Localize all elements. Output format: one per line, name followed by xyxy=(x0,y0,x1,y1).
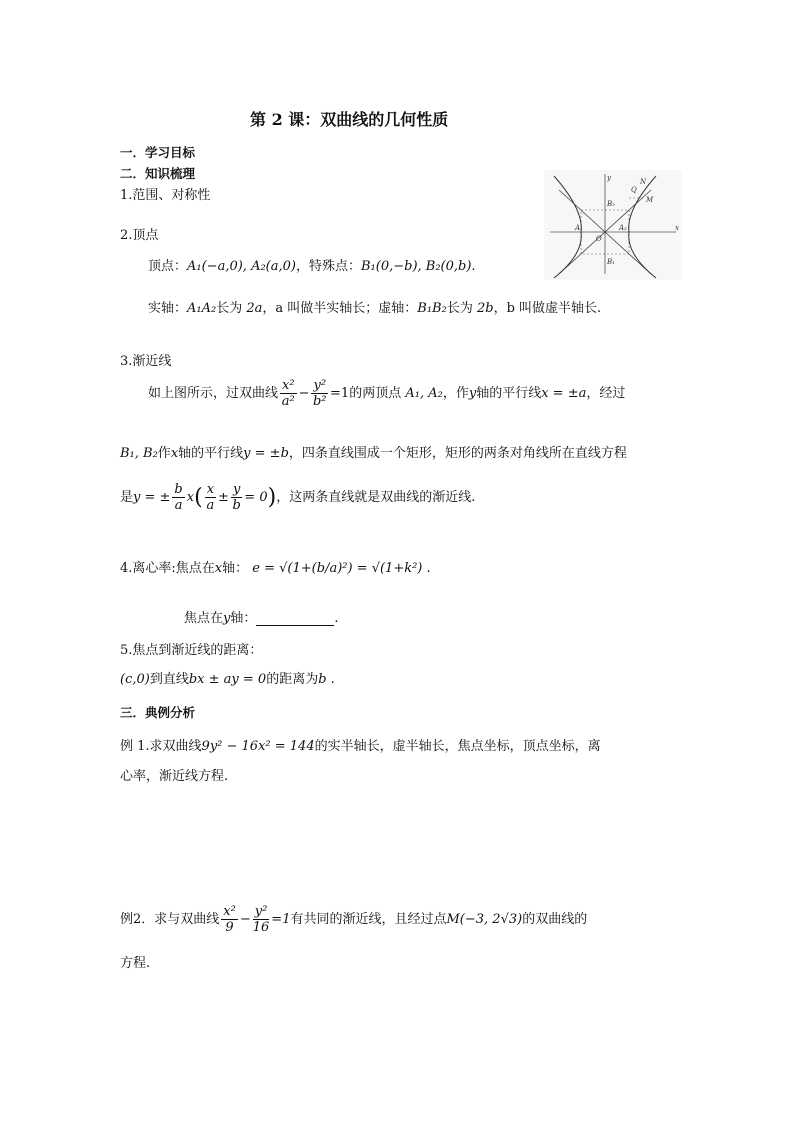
ex1-text: 的实半轴长，虚半轴长，焦点坐标，顶点坐标，离 xyxy=(314,739,601,754)
ecc-y-period: . xyxy=(334,611,339,626)
item-eccentricity xyxy=(120,557,431,576)
asym-text-4: 轴的平行线 xyxy=(476,386,542,401)
vertex-period: . xyxy=(471,259,476,274)
asymptote-para-line2 xyxy=(120,442,627,461)
fig-label-x: x xyxy=(675,224,679,232)
asym-x-factor: x xyxy=(186,490,195,505)
focus-point: (c,0) xyxy=(120,672,150,687)
asym-b-points: B₁, B₂ xyxy=(120,446,158,461)
ex1-label: 例 1.求双曲线 xyxy=(120,739,202,754)
hyperbola-figure xyxy=(544,170,682,280)
ecc-y-axis: y xyxy=(223,611,231,626)
vertex-line xyxy=(148,255,476,274)
asym-vertices: A₁, A₂ xyxy=(405,386,443,401)
vertex-formula: A₁(−a,0), A₂(a,0) xyxy=(187,259,296,274)
frac-num-x2: x² xyxy=(282,378,295,393)
focus-period: . xyxy=(330,672,335,687)
ecc-label: 4.离心率:焦点在 xyxy=(120,561,215,576)
real-axis-text: 长为 xyxy=(216,301,243,316)
ex2-den-9: 9 xyxy=(225,920,234,935)
asym-text-2: =1的两顶点 xyxy=(330,386,402,401)
example2-line2: 方程. xyxy=(120,956,151,971)
ecc-y-label: 焦点在 xyxy=(184,611,224,626)
asym-text-9: 是 xyxy=(120,490,134,505)
fraction-y2-16 xyxy=(253,904,270,935)
ex1-equation: 9y² − 16x² = 144 xyxy=(201,739,315,754)
fig-label-Q: Q xyxy=(631,186,637,194)
vertex-label: 顶点： xyxy=(148,259,188,274)
asym-text-7: 轴的平行线 xyxy=(178,446,244,461)
asym-x-eq: x = ±a xyxy=(541,386,587,401)
frac-num-y: y xyxy=(232,482,241,497)
fig-label-A2: A₂ xyxy=(619,224,627,232)
real-axis-length: 2a xyxy=(246,301,263,316)
ecc-axis-x: x xyxy=(214,561,223,576)
fraction-y-b xyxy=(231,482,242,513)
focus-to: 到直线 xyxy=(149,672,189,687)
fraction-x2-9 xyxy=(221,904,238,935)
focus-line-eq: bx ± ay = 0 xyxy=(188,672,267,687)
asym-x: x xyxy=(170,446,179,461)
frac-num-b: b xyxy=(174,482,183,497)
asym-text-6: 作 xyxy=(157,446,171,461)
real-axis-label: 实轴： xyxy=(148,301,188,316)
frac-num-x: x xyxy=(206,482,215,497)
ex2-den-16: 16 xyxy=(252,920,270,935)
frac-den-b: b xyxy=(232,498,241,513)
real-axis-segment: A₁A₂ xyxy=(187,301,217,316)
focus-rest: 的距离为 xyxy=(266,672,319,687)
ecc-formula: e = √(1+(b/a)²) = √(1+k²) xyxy=(252,561,423,576)
asymptote-para-line3: 是y = ± $\frac{b}{a}$ x( $\frac{x}{a}$ ± $\frac{y}{b}$ = 0)，这两条直线就是双曲线的渐近线. xyxy=(120,482,476,513)
fig-label-M: M xyxy=(646,196,654,204)
asym-text-8: ，四条直线围成一个矩形，矩形的两条对角线所在直线方程 xyxy=(288,446,627,461)
ex2-num-x2: x² xyxy=(223,904,236,919)
imag-semi-text: ，b 叫做虚半轴长. xyxy=(493,301,602,316)
fraction-x-a xyxy=(205,482,216,513)
item-vertex: 2.顶点 xyxy=(120,228,159,243)
fig-label-N: N xyxy=(640,178,647,186)
ex2-text-2: 的双曲线的 xyxy=(522,912,588,927)
section-knowledge: 二．知识梳理 xyxy=(120,166,196,181)
frac-den-a2: a² xyxy=(281,394,295,409)
asym-text-1: 如上图所示，过双曲线 xyxy=(148,386,279,401)
imag-axis-text: 长为 xyxy=(446,301,473,316)
ecc-period: . xyxy=(426,561,431,576)
open-paren: ( xyxy=(194,485,203,510)
example1-line2: 心率，渐近线方程. xyxy=(120,769,229,784)
section-learning-goals: 一．学习目标 xyxy=(120,145,196,160)
item-range-symmetry: 1.范围、对称性 xyxy=(120,188,211,203)
example1-line1 xyxy=(120,735,601,754)
imag-axis-segment: B₁B₂ xyxy=(417,301,447,316)
ex2-text: 有共同的渐近线，且经过点 xyxy=(290,912,447,927)
axes-line xyxy=(148,297,601,316)
fraction-x2-a2 xyxy=(280,378,297,409)
asym-y-pm: y = ± xyxy=(133,490,171,505)
real-semi-text: ，a 叫做半实轴长；虚轴： xyxy=(262,301,418,316)
frac-num-y2: y² xyxy=(313,378,327,393)
special-point-label: ，特殊点： xyxy=(295,259,361,274)
asym-text-10: ，这两条直线就是双曲线的渐近线. xyxy=(276,490,476,505)
section-examples: 三．典例分析 xyxy=(120,705,196,720)
ex2-num-y2: y² xyxy=(254,904,268,919)
ecc-y-end: 轴： xyxy=(230,611,257,626)
asym-eq-zero: = 0 xyxy=(244,490,268,505)
imag-axis-length: 2b xyxy=(476,301,494,316)
fig-label-B2: B₂ xyxy=(607,200,615,208)
frac-den-b2: b² xyxy=(312,394,327,409)
fig-label-O: O xyxy=(596,235,602,243)
focus-b: b xyxy=(318,672,327,687)
fraction-b-a xyxy=(172,482,184,513)
ecc-axis-end: 轴： xyxy=(222,561,249,576)
eccentricity-y-line xyxy=(184,607,339,626)
close-paren: ) xyxy=(267,485,277,510)
asym-y-eq: y = ±b xyxy=(243,446,289,461)
frac-den-a2: a xyxy=(206,498,215,513)
fig-label-B1: B₁ xyxy=(607,258,615,266)
fig-label-A1: A₁ xyxy=(575,224,583,232)
asym-y: y xyxy=(468,386,477,401)
asym-text-3: ，作 xyxy=(442,386,469,401)
page-title: 第 2 课：双曲线的几何性质 xyxy=(250,110,449,129)
item-asymptote: 3.渐近线 xyxy=(120,354,172,369)
frac-den-a: a xyxy=(174,498,183,513)
asym-text-5: ，经过 xyxy=(586,386,626,401)
special-point-formula: B₁(0,−b), B₂(0,b) xyxy=(360,259,472,274)
asymptote-para-line1: 如上图所示，过双曲线 $\frac{\text{x²}}{\text{a²}}$ − $\frac{\text{y²}}{\text{b²}}$ =1的两顶点 A₁, A₂，作y轴的平行线x = ±a，经过 xyxy=(148,378,626,409)
fill-in-blank[interactable] xyxy=(256,613,334,626)
example2-line1: 例2．求与双曲线 $\frac{\text{x²}}{9}$ − $\frac{\text{y²}}{16}$ =1有共同的渐近线，且经过点M(−3, 2√3)的双曲线的 xyxy=(120,904,588,935)
fraction-y2-b2 xyxy=(311,378,328,409)
ex2-label: 例2．求与双曲线 xyxy=(120,912,220,927)
fig-label-y: y xyxy=(607,174,611,182)
item-focus-distance: 5.焦点到渐近线的距离： xyxy=(120,643,263,658)
ex2-eq-one: =1 xyxy=(271,912,291,927)
focus-distance-line xyxy=(120,668,335,687)
ex2-point: M(−3, 2√3) xyxy=(446,912,523,927)
